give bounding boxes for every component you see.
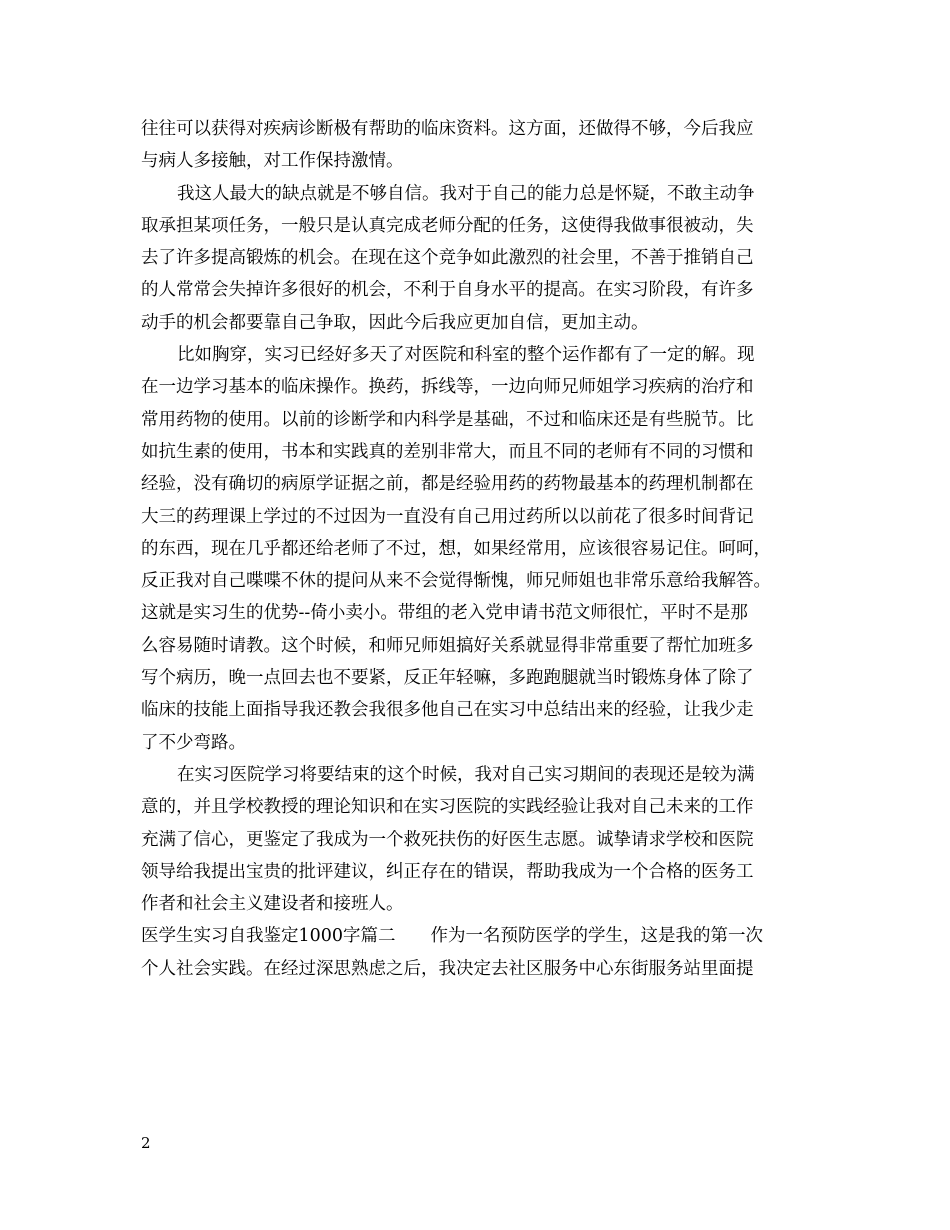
text-line: 取承担某项任务，一般只是认真完成老师分配的任务，这使得我做事很被动，失 xyxy=(141,215,754,236)
text-line: 大三的药理课上学过的不过因为一直没有自己用过药所以以前花了很多时间背记 xyxy=(141,506,754,527)
body-text xyxy=(141,113,821,985)
text-line: 的东西，现在几乎都还给老师了不过，想，如果经常用，应该很容易记住。呵呵， xyxy=(141,538,771,559)
text-line: 在实习医院学习将要结束的这个时候，我对自己实习期间的表现还是较为满 xyxy=(177,764,755,785)
text-line: 作者和社会主义建设者和接班人。 xyxy=(141,894,404,915)
text-line: 意的，并且学校教授的理论知识和在实习医院的实践经验让我对自己未来的工作 xyxy=(141,797,754,818)
text-line: 这就是实习生的优势--倚小卖小。带组的老入党申请书范文师很忙，平时不是那 xyxy=(141,603,748,624)
text-line: 写个病历，晚一点回去也不要紧，反正年轻嘛，多跑跑腿就当时锻炼身体了除了 xyxy=(141,668,754,689)
text-line: 临床的技能上面指导我还教会我很多他自己在实习中总结出来的经验，让我少走 xyxy=(141,700,754,721)
text-line: 的人常常会失掉许多很好的机会，不利于自身水平的提高。在实习阶段，有许多 xyxy=(141,280,754,301)
text-line: 如抗生素的使用，书本和实践真的差别非常大，而且不同的老师有不同的习惯和 xyxy=(141,441,754,462)
text-line: 领导给我提出宝贵的批评建议，纠正存在的错误，帮助我成为一个合格的医务工 xyxy=(141,861,754,882)
text-line: 医学生实习自我鉴定1000字篇二 作为一名预防医学的学生，这是我的第一次 xyxy=(141,926,764,947)
text-line: 充满了信心，更鉴定了我成为一个救死扶伤的好医生志愿。诚挚请求学校和医院 xyxy=(141,829,754,850)
text-line: 经验，没有确切的病原学证据之前，都是经验用药的药物最基本的药理机制都在 xyxy=(141,474,754,495)
text-line: 动手的机会都要靠自己争取，因此今后我应更加自信，更加主动。 xyxy=(141,312,649,333)
text-line: 个人社会实践。在经过深思熟虑之后，我决定去社区服务中心东街服务站里面提 xyxy=(141,958,754,979)
text-line: 在一边学习基本的临床操作。换药，拆线等，一边向师兄师姐学习疾病的治疗和 xyxy=(141,377,754,398)
text-line: 去了许多提高锻炼的机会。在现在这个竞争如此激烈的社会里，不善于推销自己 xyxy=(141,248,754,269)
text-line: 反正我对自己喋喋不休的提问从来不会觉得惭愧，师兄师姐也非常乐意给我解答。 xyxy=(141,571,771,592)
text-line: 往往可以获得对疾病诊断极有帮助的临床资料。这方面，还做得不够，今后我应 xyxy=(141,119,754,139)
text-line: 么容易随时请教。这个时候，和师兄师姐搞好关系就显得非常重要了帮忙加班多 xyxy=(141,635,754,656)
text-line: 比如胸穿，实习已经好多天了对医院和科室的整个运作都有了一定的解。现 xyxy=(177,345,755,366)
text-line: 与病人多接触，对工作保持激情。 xyxy=(141,151,404,172)
page-number: 2 xyxy=(141,1134,151,1152)
text-line: 常用药物的使用。以前的诊断学和内科学是基础，不过和临床还是有些脱节。比 xyxy=(141,409,754,430)
text-line: 了不少弯路。 xyxy=(141,732,246,753)
text-line: 我这人最大的缺点就是不够自信。我对于自己的能力总是怀疑，不敢主动争 xyxy=(177,183,755,204)
